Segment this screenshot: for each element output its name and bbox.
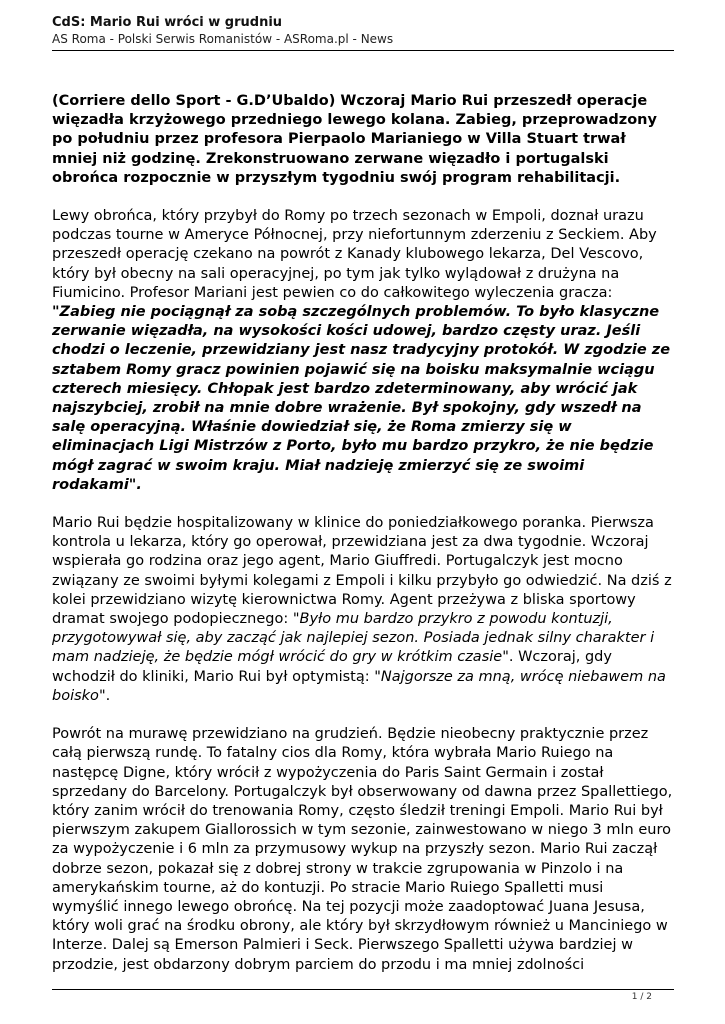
article-body [52, 92, 674, 994]
site-subtitle: AS Roma - Polski Serwis Romanistów - ASRoma.pl - News [52, 32, 394, 46]
page-number: 1 / 2 [631, 992, 652, 1002]
quote-end: ". [128, 476, 142, 493]
page-footer [52, 989, 674, 1002]
article-paragraph-3: Powrót na murawę przewidziano na grudzień. Będzie nieobecny praktycznie przez całą pierwszą rundę. To fatalny cios dla Romy, która wybrała Mario Ruiego na następcę Digne, który wrócił z wypożyczenia do Paris Saint Germain i został sprzedany do Barcelony. Portugalczyk był obserwowany od dawna przez Spallettiego, który zanim wrócił do trenowania Romy, często śledził treningi Empoli. Mario Rui był pierwszym zakupem Giallorossich w tym sezonie, zainwestowano w niego 3 mln euro za wypożyczenie i 6 mln za przymusowy wykup na przyszły sezon. Mario Rui zaczął dobrze sezon, pokazał się z dobrej strony w trakcie zgrupowania w Pinzolo i na amerykańskim tourne, aż do kontuzji. Po stracie Mario Ruiego Spalletti musi wymyślić innego lewego obrońcę. Na tej pozycji może zaadoptować Juana Jesusa, który woli grać na środku obrony, ale który był skrzydłowym również u Manciniego w Interze. Dalej są Emerson Palmieri i Seck. Pierwszego Spalletti używa bardziej w przodzie, jest obdarzony dobrym parciem do przodu i ma mniej zdolności [52, 726, 673, 973]
player-quote: Najgorsze za mną, wrócę niebawem na boisko [52, 668, 666, 704]
page-header [52, 14, 674, 51]
paragraph-text: ". Wczoraj, gdy wchodził do kliniki, Mario Rui był optymistą: " [52, 649, 612, 685]
doctor-quote: "Zabieg nie pociągnął za sobą szczególnych problemów. To było klasyczne zerwanie więzadła, na wysokości kości udowej, bardzo częsty uraz. Jeśli chodzi o leczenie, przewidziany jest nasz tradycyjny protokół. W zgodzie ze sztabem Romy gracz powinien pojawić się na boisku maksymalnie wciągu czterech miesięcy. Chłopak jest bardzo zdeterminowany, aby wrócić jak najszybciej, zrobił na mnie dobre wrażenie. Był spokojny, gdy wszedł na salę operacyjną. Właśnie dowiedział się, że Roma zmierzy się w eliminacjach Ligi Mistrzów z Porto, było mu bardzo przykro, że nie będzie mógł zagrać w swoim kraju. Miał nadzieję zmierzyć się ze swoimi rodakami [52, 304, 671, 493]
agent-quote: Było mu bardzo przykro z powodu kontuzji, przygotowywał się, aby zacząć jak najlepiej sezon. Posiada jednak silny charakter i mam nadzieję, że będzie mógł wrócić do gry w krótkim czasie [52, 611, 655, 666]
paragraph-text: Mario Rui będzie hospitalizowany w klinice do poniedziałkowego poranka. Pierwsza kontrola u lekarza, który go operował, przewidziana jest za dwa tygodnie. Wczoraj wspierała go rodzina oraz jego agent, Mario Giuffredi. Portugalczyk jest mocno związany ze swoimi byłymi kolegami z Empoli i kilku przybyło go odwiedzić. Na dziś z kolei przewidziano wizytę kierownictwa Romy. Agent przeżywa z bliska sportowy dramat swojego podopiecznego: " [52, 515, 672, 628]
quote-end: ". [98, 687, 111, 704]
article-paragraph-2 [52, 514, 674, 706]
article-title: CdS: Mario Rui wróci w grudniu [52, 15, 283, 30]
article-lead: (Corriere dello Sport - G.D’Ubaldo) Wczoraj Mario Rui przeszedł operacje więzadła krzyżowego przedniego lewego kolana. Zabieg, przeprowadzony po południu przez profesora Pierpaolo Marianiego w Villa Stuart trwał mniej niż godzinę. Zrekonstruowano zerwane więzadło i portugalski obrońca rozpocznie w przyszłym tygodniu swój program rehabilitacji. [52, 93, 657, 186]
paragraph-text: Lewy obrońca, który przybył do Romy po trzech sezonach w Empoli, doznał urazu podczas tourne w Ameryce Północnej, przy niefortunnym zderzeniu z Seckiem. Aby przeszedł operację czekano na powrót z Kanady klubowego lekarza, Del Vescovo, który był obecny na sali operacyjnej, po tym jak tylko wylądował z drużyna na Fiumicino. Profesor Mariani jest pewien co do całkowitego wyleczenia gracza: [52, 208, 657, 301]
article-paragraph-1 [52, 207, 674, 495]
